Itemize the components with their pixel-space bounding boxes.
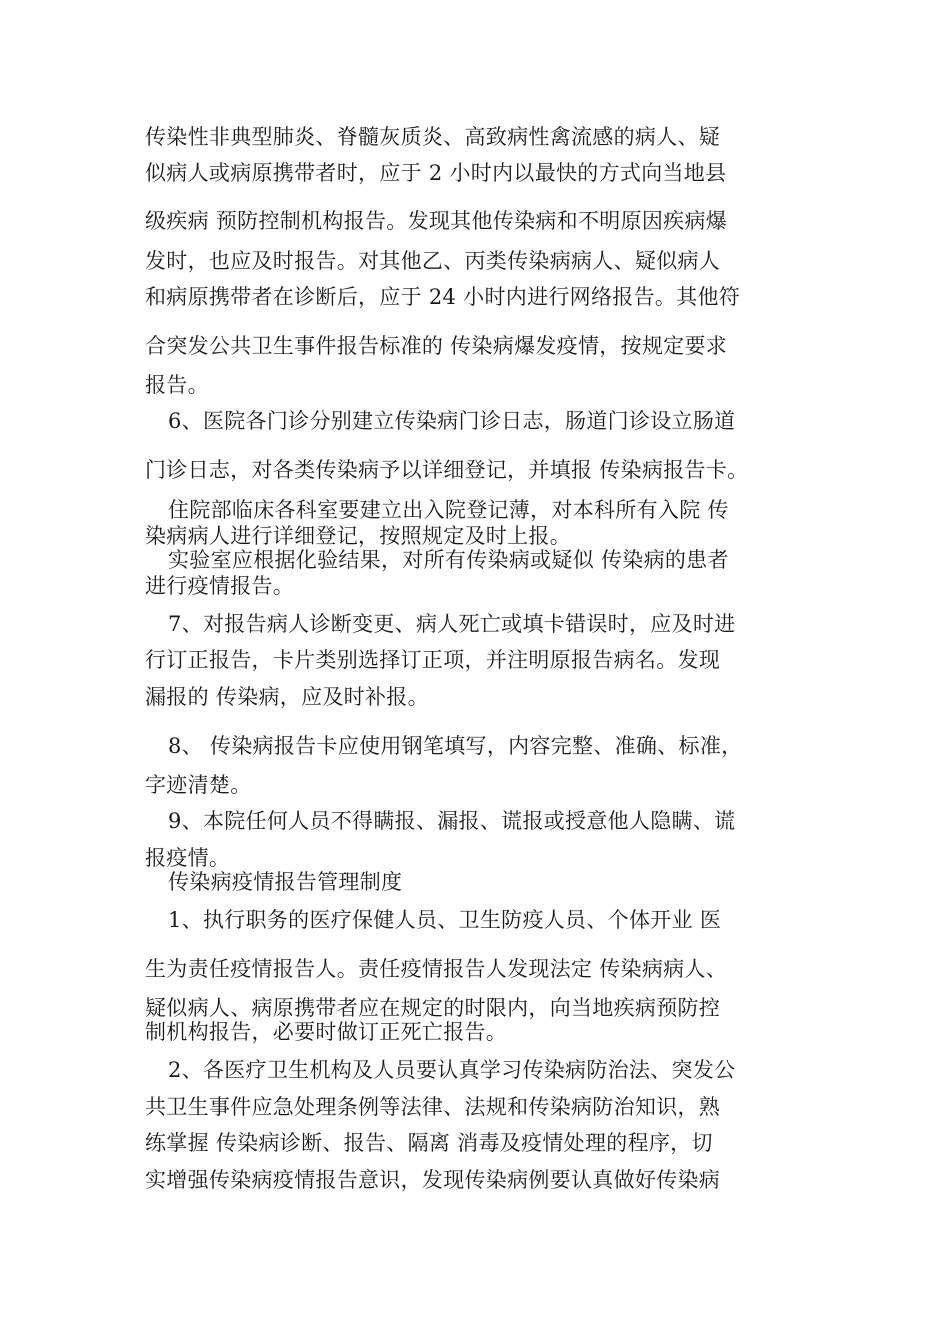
text-line: 疑似病人、病原携带者应在规定的时限内，向当地疾病预防控 [145, 996, 721, 1020]
text-line: 字迹清楚。 [145, 773, 252, 797]
text-line: 级疾病 预防控制机构报告。发现其他传染病和不明原因疾病爆 [145, 209, 728, 233]
text-line: 传染性非典型肺炎、脊髓灰质炎、高致病性禽流感的病人、疑 [145, 125, 721, 149]
section-title: 传染病疫情报告管理制度 [168, 870, 403, 894]
text-line: 报告。 [145, 373, 209, 397]
text-line: 实验室应根据化验结果，对所有传染病或疑似 传染病的患者 [168, 548, 729, 572]
text-line: 报疫情。 [145, 846, 231, 870]
text-line: 练掌握 传染病诊断、报告、隔离 消毒及疫情处理的程序，切 [145, 1131, 713, 1155]
text-line: 行订正报告，卡片类别选择订正项，并注明原报告病名。发现 [145, 648, 721, 672]
text-line: 合突发公共卫生事件报告标准的 传染病爆发疫情，按规定要求 [145, 334, 728, 358]
text-line: 6、医院各门诊分别建立传染病门诊日志，肠道门诊设立肠道 [168, 409, 736, 433]
text-line: 生为责任疫情报告人。责任疫情报告人发现法定 传染病病人、 [145, 957, 728, 981]
text-line: 实增强传染病疫情报告意识，发现传染病例要认真做好传染病 [145, 1168, 721, 1192]
text-line: 门诊日志，对各类传染病予以详细登记，并填报 传染病报告卡。 [145, 458, 749, 482]
text-line: 染病病人进行详细登记，按照规定及时上报。 [145, 524, 571, 548]
text-line: 漏报的 传染病，应及时补报。 [145, 685, 429, 709]
text-line: 制机构报告，必要时做订正死亡报告。 [145, 1020, 508, 1044]
text-line: 共卫生事件应急处理条例等法律、法规和传染病防治知识，熟 [145, 1095, 721, 1119]
text-line: 2、各医疗卫生机构及人员要认真学习传染病防治法、突发公 [168, 1058, 736, 1082]
text-line: 发时，也应及时报告。对其他乙、丙类传染病病人、疑似病人 [145, 249, 721, 273]
text-line: 似病人或病原携带者时，应于 2 小时内以最快的方式向当地县 [145, 161, 727, 185]
text-line: 1、执行职务的医疗保健人员、卫生防疫人员、个体开业 医 [168, 908, 722, 932]
text-line: 住院部临床各科室要建立出入院登记薄，对本科所有入院 传 [168, 498, 729, 522]
text-line: 7、对报告病人诊断变更、病人死亡或填卡错误时，应及时进 [168, 612, 736, 636]
text-line: 8、 传染病报告卡应使用钢笔填写，内容完整、准确、标准， [168, 734, 743, 758]
text-line: 和病原携带者在诊断后，应于 24 小时内进行网络报告。其他符 [145, 285, 741, 309]
text-line: 9、本院任何人员不得瞒报、漏报、谎报或授意他人隐瞒、谎 [168, 809, 736, 833]
text-line: 进行疫情报告。 [145, 574, 295, 598]
